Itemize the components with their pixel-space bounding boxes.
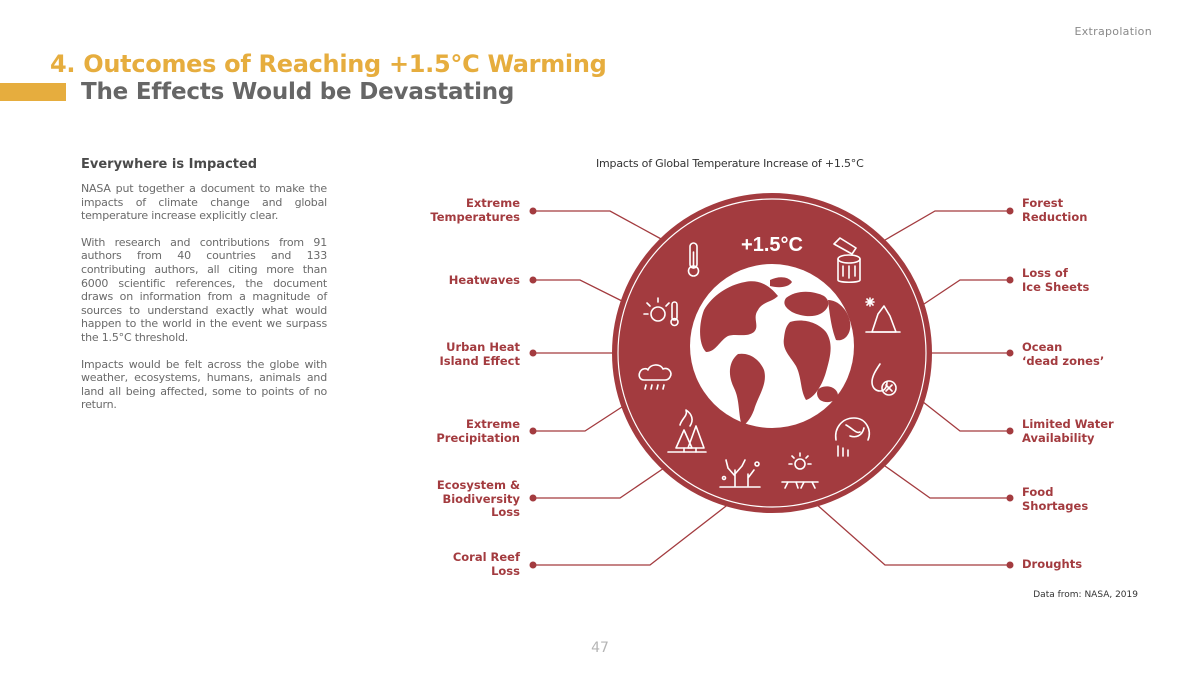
intro-heading: Everywhere is Impacted [81, 157, 258, 172]
dot-heatwaves [530, 277, 537, 284]
label-forest-reduction: Forest Reduction [1022, 196, 1088, 224]
globe-icon [690, 264, 854, 428]
dot-urban-heat [530, 350, 537, 357]
label-limited-water: Limited Water Availability [1022, 417, 1114, 445]
source-note: Data from: NASA, 2019 [1033, 590, 1138, 600]
label-ecosystem-biodiversity: Ecosystem & Biodiversity Loss [436, 478, 520, 519]
connector-water [918, 398, 1010, 431]
connector-forest [885, 211, 1010, 240]
intro-paragraph-2: With research and contributions from 91 authors from 40 countries and 133 contributing authors, all citing more than 6000 scientific references, the document draws on information from a magnitude of sources to understand exactly what would happen to the world in the event we surpass the 1.5°C threshold. [81, 235, 327, 344]
label-heatwaves: Heatwaves [448, 273, 520, 287]
label-extreme-precipitation: Extreme Precipitation [436, 417, 520, 445]
dot-droughts [1007, 562, 1014, 569]
center-label: +1.5°C [741, 234, 803, 256]
dot-water [1007, 428, 1014, 435]
dot-ice-sheets [1007, 277, 1014, 284]
page-subtitle: The Effects Would be Devastating [81, 79, 515, 105]
dot-extreme-temperatures [530, 208, 537, 215]
dot-extreme-precipitation [530, 428, 537, 435]
dot-ecosystem [530, 495, 537, 502]
dot-forest [1007, 208, 1014, 215]
connector-ecosystem [533, 466, 667, 498]
intro-paragraph-3: Impacts would be felt across the globe with weather, ecosystems, humans, animals and land all being affected, some to points of no return. [81, 357, 327, 412]
connector-extreme-temperatures [533, 211, 663, 240]
diagram-title: Impacts of Global Temperature Increase of +1.5°C [596, 157, 864, 170]
connector-droughts [815, 503, 1010, 565]
connector-coral-reef [533, 503, 730, 565]
label-urban-heat-island: Urban Heat Island Effect [439, 340, 520, 368]
label-food-shortages: Food Shortages [1022, 485, 1089, 513]
label-droughts: Droughts [1022, 557, 1083, 571]
connector-extreme-precipitation [533, 405, 625, 431]
dot-food [1007, 495, 1014, 502]
label-coral-reef-loss: Coral Reef Loss [452, 550, 520, 578]
section-tag: Extrapolation [1074, 25, 1152, 38]
connector-heatwaves [533, 280, 630, 305]
connector-ice-sheets [918, 280, 1010, 308]
label-ocean-dead-zones: Ocean ‘dead zones’ [1022, 340, 1105, 368]
label-loss-of-ice-sheets: Loss of Ice Sheets [1022, 266, 1090, 294]
intro-paragraph-1: NASA put together a document to make the impacts of climate change and global temperature increase explicitly clear. [81, 182, 327, 223]
dot-ocean [1007, 350, 1014, 357]
dot-coral-reef [530, 562, 537, 569]
label-extreme-temperatures: Extreme Temperatures [430, 196, 520, 224]
page-title: 4. Outcomes of Reaching +1.5°C Warming [50, 50, 607, 78]
connector-food [885, 466, 1010, 498]
page-number: 47 [591, 640, 609, 656]
